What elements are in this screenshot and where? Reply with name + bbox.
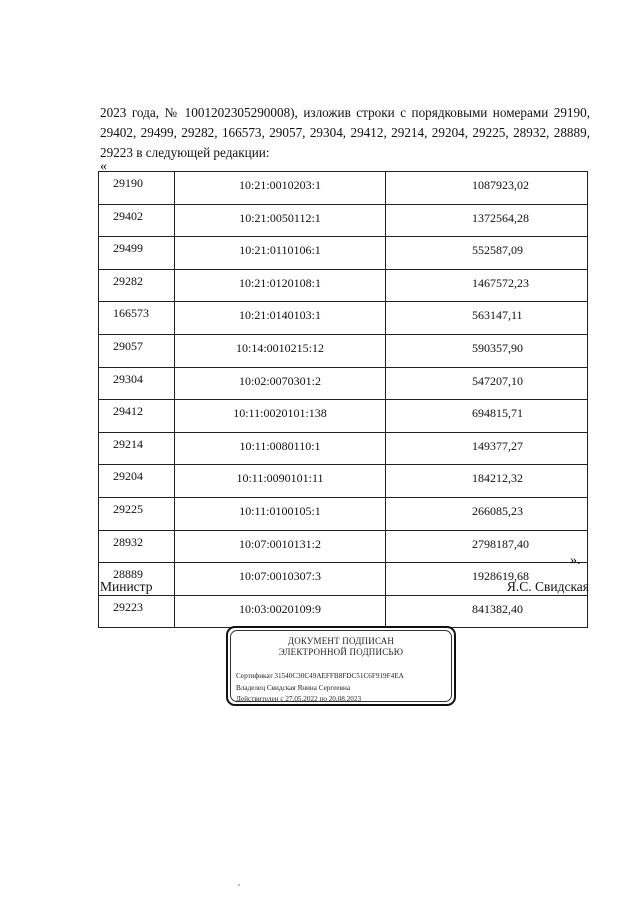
cadastral-value: 552587,09 (386, 237, 588, 270)
row-number: 29499 (99, 237, 175, 270)
cadastral-number: 10:21:0010203:1 (175, 172, 386, 205)
cadastral-value: 1087923,02 (386, 172, 588, 205)
row-number: 29304 (99, 367, 175, 400)
table-row (99, 595, 588, 628)
cadastral-value: 149377,27 (386, 432, 588, 465)
table-row (99, 172, 588, 205)
signatory-title: Министр (100, 579, 153, 594)
cadastral-value: 1372564,28 (386, 204, 588, 237)
cadastral-value: 563147,11 (386, 302, 588, 335)
stamp-certificate: Сертификат 31540C30C49AEFFB8FDC51C6F919F4EA (236, 672, 404, 680)
opening-quote: « (100, 159, 107, 174)
stamp-title-line-2: ЭЛЕКТРОННОЙ ПОДПИСЬЮ (278, 647, 404, 657)
row-number: 29282 (99, 269, 175, 302)
cadastral-value: 1467572,23 (386, 269, 588, 302)
cadastral-number: 10:11:0020101:138 (175, 400, 386, 433)
closing-quote: ». (570, 553, 581, 568)
cadastral-number: 10:21:0110106:1 (175, 237, 386, 270)
table-row (99, 204, 588, 237)
cadastral-number: 10:21:0140103:1 (175, 302, 386, 335)
electronic-signature-stamp (226, 626, 456, 706)
cadastral-number: 10:11:0080110:1 (175, 432, 386, 465)
cadastral-value: 2798187,40 (386, 530, 588, 563)
intro-line-1: 2023 года, № 1001202305290008), изложив строки с порядковыми номерами 29190, (100, 105, 590, 120)
table-row (99, 237, 588, 270)
table-body (99, 172, 588, 628)
cadastral-number: 10:02:0070301:2 (175, 367, 386, 400)
row-number: 166573 (99, 302, 175, 335)
table-row (99, 302, 588, 335)
row-number: 29223 (99, 595, 175, 628)
cadastral-number: 10:03:0020109:9 (175, 595, 386, 628)
cadastral-number: 10:14:0010215:12 (175, 334, 386, 367)
table-row (99, 497, 588, 530)
row-number: 29057 (99, 334, 175, 367)
table-row (99, 465, 588, 498)
cadastral-value: 266085,23 (386, 497, 588, 530)
cadastral-number: 10:11:0090101:11 (175, 465, 386, 498)
cadastral-value: 547207,10 (386, 367, 588, 400)
cadastral-number: 10:07:0010307:3 (175, 563, 386, 596)
cadastral-value: 1928619,68 (386, 563, 588, 596)
cadastral-number: 10:11:0100105:1 (175, 497, 386, 530)
row-number: 29204 (99, 465, 175, 498)
cadastral-number: 10:07:0010131:2 (175, 530, 386, 563)
row-number: 29190 (99, 172, 175, 205)
cadastral-value-table (98, 171, 588, 628)
cadastral-value: 694815,71 (386, 400, 588, 433)
row-number: 28932 (99, 530, 175, 563)
row-number: 28889 (99, 563, 175, 596)
intro-line-2: 29402, 29499, 29282, 166573, 29057, 29304, 29412, 29214, 29204, 29225, 28932, 28889, (100, 125, 590, 140)
scan-speck (238, 884, 240, 886)
table-row (99, 334, 588, 367)
cadastral-value: 184212,32 (386, 465, 588, 498)
table-row (99, 432, 588, 465)
cadastral-value: 841382,40 (386, 595, 588, 628)
table-row (99, 400, 588, 433)
table-row (99, 530, 588, 563)
table-row (99, 269, 588, 302)
intro-line-3: 29223 в следующей редакции: (100, 145, 270, 160)
signatory-name: Я.С. Свидская (506, 579, 589, 594)
stamp-validity: Действителен с 27.05.2022 по 20.08.2023 (236, 695, 362, 703)
cadastral-number: 10:21:0120108:1 (175, 269, 386, 302)
row-number: 29225 (99, 497, 175, 530)
cadastral-number: 10:21:0050112:1 (175, 204, 386, 237)
row-number: 29214 (99, 432, 175, 465)
row-number: 29412 (99, 400, 175, 433)
cadastral-value: 590357,90 (386, 334, 588, 367)
row-number: 29402 (99, 204, 175, 237)
intro-paragraph (100, 103, 590, 163)
stamp-title-line-1: ДОКУМЕНТ ПОДПИСАН (287, 636, 395, 646)
table-row (99, 367, 588, 400)
stamp-owner: Владелец Свидская Янина Сергеевна (236, 684, 351, 692)
stamp-title (228, 636, 454, 658)
